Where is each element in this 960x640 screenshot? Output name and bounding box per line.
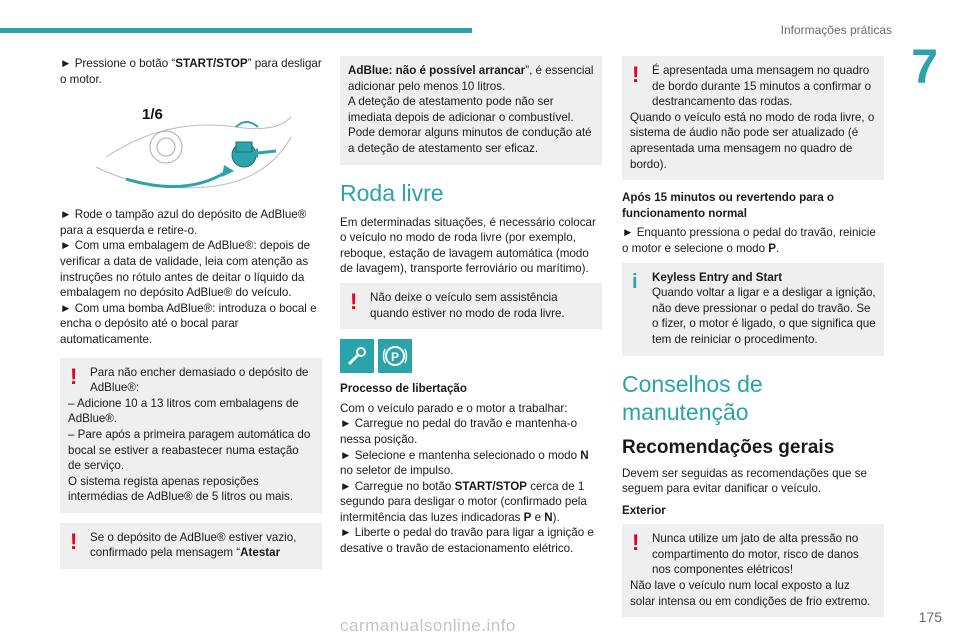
watermark: carmanualsonline.info bbox=[340, 616, 516, 635]
warning-icon: ! bbox=[632, 530, 640, 556]
step-stop-engine: ► Pressione o botão “START/STOP” para desligar o motor. bbox=[60, 57, 322, 86]
warning-box-dashboard-message: ! É apresentada uma mensagem no quadro de bordo durante 15 minutos a confirmar o destrancamento das rodas. Quando o veículo está no modo de roda livre, o sistema de áudio não pode ser atualizado (é apresentada uma mensagem no quadro de bordo). bbox=[622, 56, 884, 180]
figure-label: 1/6 bbox=[142, 106, 163, 124]
warning-box-overfill: ! Para não encher demasiado o depósito de AdBlue®: – Adicione 10 a 13 litros com embalagens de AdBlue®. – Pare após a primeira paragem automática do bocal se estiver a reabastecer numa estação de serviço. O sistema regista apenas reposições intermédias de AdBlue® de 5 litros ou mais. bbox=[60, 358, 322, 513]
adblue-cap-illustration bbox=[86, 97, 296, 197]
adblue-continuation-box: AdBlue: não é possível arrancar”, é essencial adicionar pelo menos 10 litros. A deteção de atestamento pode não ser imediata depois de adicionar o combustível. Pode demorar alguns minutos de condução até a deteção de atestamento ser eficaz. bbox=[340, 56, 602, 165]
header-accent-bar bbox=[0, 28, 472, 33]
warning-icon: ! bbox=[70, 528, 78, 554]
section-title-freewheel: Roda livre bbox=[340, 179, 444, 206]
section-title-maintenance: Conselhos de manutenção bbox=[622, 370, 763, 425]
subhead-after-15-min: Após 15 minutos ou revertendo para o funcionamento normal bbox=[622, 191, 834, 220]
step-remove-cap: ► Rode o tampão azul do depósito de AdBlue® para a esquerda e retire-o. bbox=[60, 208, 307, 237]
warning-icon: ! bbox=[350, 288, 358, 314]
column-2: AdBlue: não é possível arrancar”, é essencial adicionar pelo menos 10 litros. A deteção de atestamento pode não ser imediata depois de adicionar o combustível. Pode demorar alguns minutos de condução até a deteção de atestamento ser eficaz. Roda livre Em determinadas situações, é necessário colocar o veículo no modo de roda livre (por exemplo, reboque, estação de lavagem automática (modo de lavagem), transporte ferroviário ou marítimo). ! Não deixe o veículo sem assistência quando estiver no modo de roda livre. P Processo de libertação Com o veículo parado e o motor a trabalhar: ► Carregue no pedal do travão e mantenha-o nessa posição. ► Selecione e mantenha selecionado o modo N no seletor de impulso. ► Carregue no botão START/STOP cerca de 1 segundo para desligar o motor (confirmado pela intermitência das luzes indicadoras P e N). ► Liberte o pedal do travão para ligar a ignição e desative o travão de estacionamento elétrico. bbox=[340, 56, 602, 557]
heading-general-recommendations: Recomendações gerais bbox=[622, 436, 835, 458]
warning-box-pressure-wash: ! Nunca utilize um jato de alta pressão no compartimento do motor, risco de danos nos componentes elétricos! Não lave o veículo num local exposto a luz solar intensa ou em condições de frio extremo. bbox=[622, 524, 884, 617]
subhead-exterior: Exterior bbox=[622, 503, 666, 517]
page-number: 175 bbox=[918, 609, 942, 625]
column-1 bbox=[60, 56, 322, 579]
subhead-release-process: Processo de libertação bbox=[340, 382, 467, 396]
warning-icon: ! bbox=[632, 62, 640, 87]
step-pump: ► Com uma bomba AdBlue®: introduza o bocal e encha o depósito até o bocal parar automaticamente. bbox=[60, 301, 317, 346]
chapter-number: 7 bbox=[911, 41, 938, 94]
column-3: ! É apresentada uma mensagem no quadro de bordo durante 15 minutos a confirmar o destrancamento das rodas. Quando o veículo está no modo de roda livre, o sistema de áudio não pode ser atualizado (é apresentada uma mensagem no quadro de bordo). Após 15 minutos ou revertendo para o funcionamento normal ► Enquanto pressiona o pedal do travão, reinicie o motor e selecione o modo P. i Keyless Entry and Start Quando voltar a ligar e a desligar a ignição, não deve pressionar o pedal do travão. Se o fizer, o motor é ligado, o que significa que tem de reiniciar o procedimento. Conselhos de manutenção Recomendações gerais Devem ser seguidas as recomendações que se seguem para evitar danificar o veículo. Exterior ! Nunca utilize um jato de alta pressão no compartimento do motor, risco de danos nos componentes elétricos! Não lave o veículo num local exposto a luz solar intensa ou em condições de frio extremo. bbox=[622, 56, 884, 627]
warning-icon: ! bbox=[70, 363, 78, 389]
parking-brake-icon bbox=[378, 339, 412, 373]
info-box-keyless: i Keyless Entry and Start Quando voltar a ligar e a desligar a ignição, não deve pressionar o pedal do travão. Se o fizer, o motor é ligado, o que significa que tem de reiniciar o procedimento. bbox=[622, 263, 884, 356]
warning-box-unattended: ! Não deixe o veículo sem assistência quando estiver no modo de roda livre. bbox=[340, 283, 602, 329]
step-packaging: ► Com uma embalagem de AdBlue®: depois de verificar a data de validade, leia com atenção as instruções no rótulo antes de deitar o líquido da embalagem no depósito AdBlue® do veículo. bbox=[60, 239, 311, 300]
svg-text:P: P bbox=[391, 350, 400, 365]
info-icon: i bbox=[632, 270, 638, 293]
freewheel-intro: Em determinadas situações, é necessário colocar o veículo no modo de roda livre (por exemplo, reboque, estação de lavagem automática (modo de lavagem), transporte ferroviário ou marítimo). bbox=[340, 215, 596, 276]
wrench-icon bbox=[340, 339, 374, 373]
page-header-title: Informações práticas bbox=[780, 23, 892, 37]
mode-icons bbox=[340, 339, 602, 373]
warning-box-empty-tank: ! Se o depósito de AdBlue® estiver vazio, confirmado pela mensagem “Atestar bbox=[60, 523, 322, 569]
